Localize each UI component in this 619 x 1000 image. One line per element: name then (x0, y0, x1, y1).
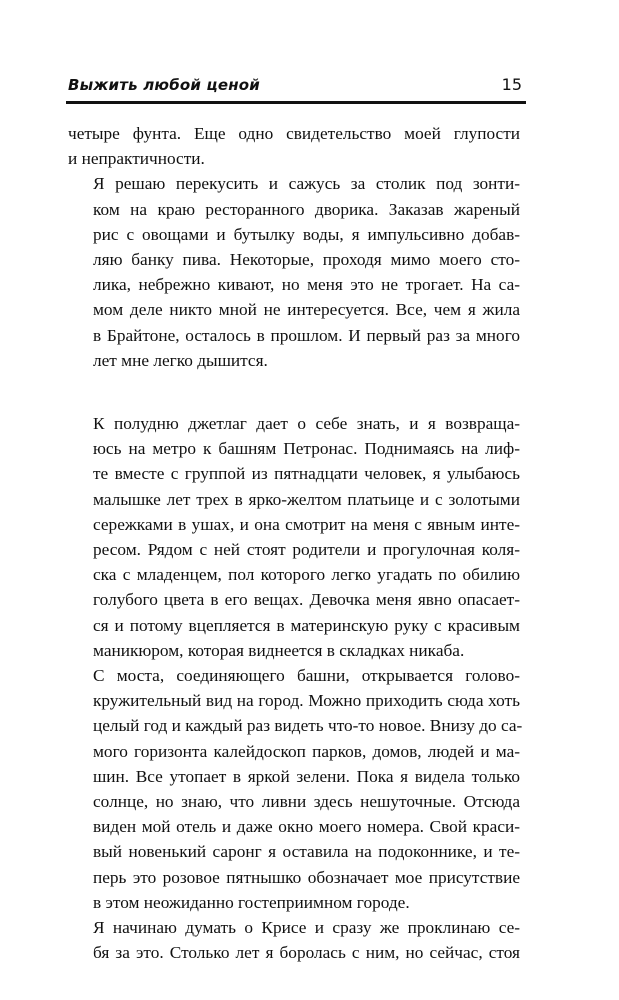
text-line: бя за это. Столько лет я боролась с ним, но сейчас, стоя (93, 943, 520, 963)
text-line: рис с овощами и бутылку воды, я импульсивно добав- (93, 224, 520, 244)
section-break (68, 373, 520, 411)
text-line: мого горизонта калейдоскоп парков, домов, людей и ма- (93, 741, 520, 761)
text-line: малышке лет трех в ярко-желтом платьице и с золотыми (93, 489, 520, 509)
text-line: голубого цвета в его вещах. Девочка меня явно опасает- (93, 590, 520, 610)
text-line: С моста, соединяющего башни, открывается голово- (93, 666, 520, 686)
text-line: целый год и каждый раз видеть что-то новое. Внизу до са- (93, 716, 523, 736)
text-line: шин. Все утопает в яркой зелени. Пока я видела только (93, 766, 520, 786)
text-line: виден мой отель и даже окно моего номера. Свой краси- (93, 817, 520, 837)
text-line: лет мне легко дышится. (93, 350, 268, 370)
text-line: лика, небрежно кивают, но меня это не трогает. На са- (93, 275, 520, 295)
text-line: кружительный вид на город. Можно приходить сюда хоть (93, 691, 520, 711)
text-line: ресом. Рядом с ней стоят родители и прогулочная коля- (93, 540, 520, 560)
paragraph (68, 121, 520, 171)
paragraph (68, 663, 523, 915)
text-line: вый новенький саронг я оставила на подоконнике, и те- (93, 842, 520, 862)
page-number: 15 (501, 75, 522, 94)
text-line: мом деле никто мной не интересуется. Все, чем я жила (93, 300, 520, 320)
header-rule (66, 101, 526, 104)
text-line: четыре фунта. Еще одно свидетельство моей глупости (68, 124, 520, 143)
text-line: ком на краю ресторанного дворика. Заказав жареный (93, 199, 520, 219)
body-text (68, 121, 523, 966)
text-line: и непрактичности. (68, 149, 205, 169)
running-title: Выжить любой ценой (68, 76, 260, 94)
text-line: солнце, но знаю, что ливни здесь нешуточные. Отсюда (93, 792, 520, 812)
text-line: в Брайтоне, осталось в прошлом. И первый раз за много (93, 325, 520, 345)
text-line: К полудню джетлаг дает о себе знать, и я возвраща- (93, 414, 520, 434)
text-line: Я решаю перекусить и сажусь за столик под зонти- (93, 174, 520, 194)
text-line: перь это розовое пятнышко обозначает мое присутствие (93, 867, 520, 887)
text-line: юсь на метро к башням Петронас. Поднимаясь на лиф- (93, 439, 520, 459)
running-header (68, 72, 526, 102)
text-line: сережками в ушах, и она смотрит на меня с явным инте- (93, 514, 520, 534)
paragraph (68, 171, 520, 373)
paragraph (68, 915, 520, 965)
text-line: те вместе с группой из пятнадцати человек, я улыбаюсь (93, 464, 520, 484)
text-line: ска с младенцем, пол которого легко угадать по обилию (93, 565, 520, 585)
text-line: в этом неожиданно гостеприимном городе. (93, 892, 410, 912)
paragraph (68, 411, 520, 663)
text-line: ляю банку пива. Некоторые, проходя мимо моего сто- (93, 250, 520, 270)
text-line: Я начинаю думать о Крисе и сразу же проклинаю се- (93, 918, 520, 938)
text-line: маникюром, которая виднеется в складках никаба. (93, 640, 465, 660)
text-line: ся и потому вцепляется в материнскую руку с красивым (93, 615, 520, 635)
